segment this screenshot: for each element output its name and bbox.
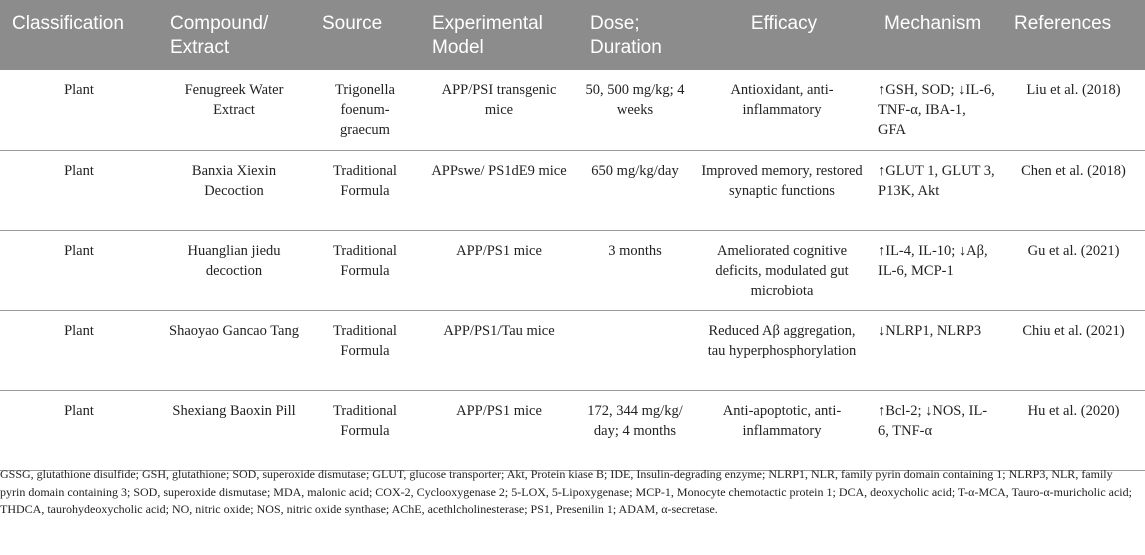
cell-classification: Plant [0,70,158,150]
cell-model: APP/PS1 mice [420,390,578,470]
cell-efficacy: Ameliorated cognitive deficits, modulated gut microbiota [692,230,872,310]
cell-references: Hu et al. (2020) [1002,390,1145,470]
table-row [0,70,1145,150]
cell-compound: Huanglian jiedu decoction [158,230,310,310]
cell-source: Trigonella foenum-graecum [310,70,420,150]
header-dose: Dose; Duration [578,0,692,70]
table-footnote: GSSG, glutathione disulfide; GSH, glutathione; SOD, superoxide dismutase; GLUT, glucose transporter; Akt, Protein kiase B; IDE, Insulin-degrading enzyme; NLRP1, NLR, family pyrin domain containing 1; NLRP3, NLR, family pyrin domain containing 3; SOD, superoxide dismutase; MDA, malonic acid; COX-2, Cyclooxygenase 2; 5-LOX, 5-Lipoxygenase; MCP-1, Monocyte chemotactic protein 1; DCA, deoxycholic acid; T-α-MCA, Tauro-α-muricholic acid; THDCA, taurohydeoxycholic acid; NO, nitric oxide; NOS, nitric oxide synthase; AChE, acethlcholinesterase; PS1, Presenilin 1; ADAM, α-secretase. [0,467,1132,516]
header-mechanism: Mechanism [872,0,1002,70]
cell-dose [578,310,692,390]
cell-efficacy: Reduced Aβ aggregation, tau hyperphosphorylation [692,310,872,390]
header-references: References [1002,0,1145,70]
cell-mechanism: ↑Bcl-2; ↓NOS, IL-6, TNF-α [872,390,1002,470]
cell-references: Liu et al. (2018) [1002,70,1145,150]
cell-efficacy: Anti-apoptotic, anti-inflammatory [692,390,872,470]
cell-mechanism: ↓NLRP1, NLRP3 [872,310,1002,390]
cell-source: Traditional Formula [310,150,420,230]
table-row [0,230,1145,310]
cell-source: Traditional Formula [310,390,420,470]
cell-efficacy: Antioxidant, anti-inflammatory [692,70,872,150]
cell-compound: Shexiang Baoxin Pill [158,390,310,470]
header-classification: Classification [0,0,158,70]
cell-dose: 650 mg/kg/day [578,150,692,230]
table-row [0,150,1145,230]
header-compound: Compound/ Extract [158,0,310,70]
cell-compound: Banxia Xiexin Decoction [158,150,310,230]
cell-source: Traditional Formula [310,310,420,390]
table-header-row [0,0,1145,70]
cell-references: Chen et al. (2018) [1002,150,1145,230]
cell-classification: Plant [0,150,158,230]
cell-mechanism: ↑GSH, SOD; ↓IL-6, TNF-α, IBA-1, GFA [872,70,1002,150]
cell-references: Chiu et al. (2021) [1002,310,1145,390]
cell-mechanism: ↑IL-4, IL-10; ↓Aβ, IL-6, MCP-1 [872,230,1002,310]
table-row [0,390,1145,470]
cell-classification: Plant [0,390,158,470]
cell-dose: 50, 500 mg/kg; 4 weeks [578,70,692,150]
header-efficacy: Efficacy [692,0,872,70]
cell-mechanism: ↑GLUT 1, GLUT 3, P13K, Akt [872,150,1002,230]
cell-dose: 3 months [578,230,692,310]
cell-compound: Fenugreek Water Extract [158,70,310,150]
header-source: Source [310,0,420,70]
cell-classification: Plant [0,310,158,390]
cell-references: Gu et al. (2021) [1002,230,1145,310]
cell-model: APPswe/ PS1dE9 mice [420,150,578,230]
cell-model: APP/PS1 mice [420,230,578,310]
header-model: Experimental Model [420,0,578,70]
cell-model: APP/PS1/Tau mice [420,310,578,390]
cell-source: Traditional Formula [310,230,420,310]
table-row [0,310,1145,390]
cell-dose: 172, 344 mg/kg/ day; 4 months [578,390,692,470]
cell-efficacy: Improved memory, restored synaptic functions [692,150,872,230]
cell-compound: Shaoyao Gancao Tang [158,310,310,390]
cell-model: APP/PSI transgenic mice [420,70,578,150]
cell-classification: Plant [0,230,158,310]
